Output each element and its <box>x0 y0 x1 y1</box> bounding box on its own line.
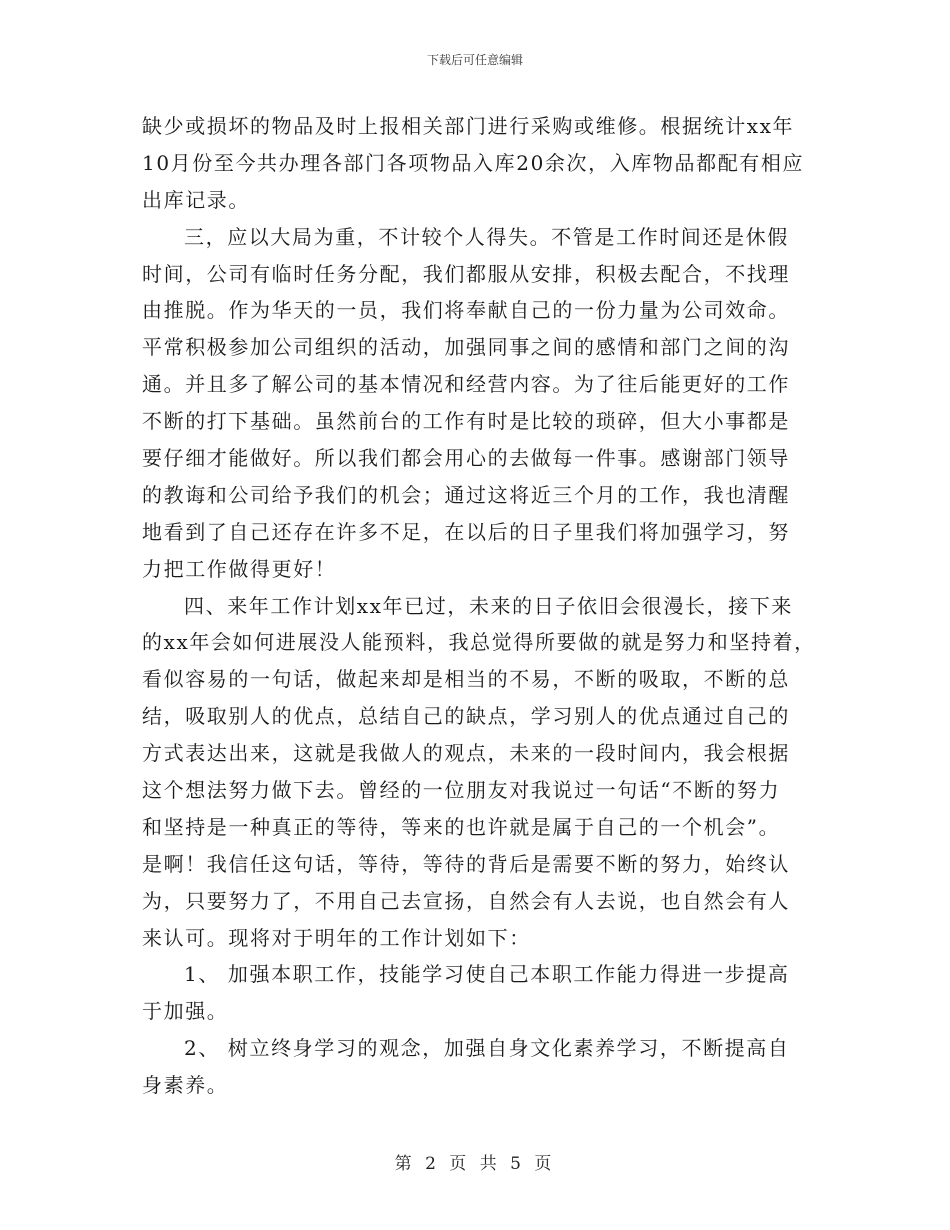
text-line: 时间，公司有临时任务分配，我们都服从安排，积极去配合，不找理 <box>142 261 790 286</box>
text-line: 方式表达出来，这就是我做人的观点，未来的一段时间内，我会根据 <box>142 741 790 766</box>
text-line: 来认可。现将对于明年的工作计划如下： <box>142 925 531 950</box>
text-line: 为，只要努力了，不用自己去宣扬，自然会有人去说，也自然会有人 <box>142 888 790 913</box>
paragraph-start-line: 三，应以大局为重，不计较个人得失。不管是工作时间还是休假 <box>184 224 789 249</box>
text-line: 不断的打下基础。虽然前台的工作有时是比较的琐碎，但大小事都是 <box>142 409 790 434</box>
page-number: 第 2 页 共 5 页 <box>394 1154 556 1174</box>
text-line: 缺少或损坏的物品及时上报相关部门进行采购或维修。根据统计xx年 <box>142 114 795 138</box>
text-line: 要仔细才能做好。所以我们都会用心的去做每一件事。感谢部门领导 <box>142 446 790 471</box>
text-line: 由推脱。作为华天的一员，我们将奉献自己的一份力量为公司效命。 <box>142 298 790 323</box>
text-line: 通。并且多了解公司的基本情况和经营内容。为了往后能更好的工作 <box>142 372 790 397</box>
text-line: 于加强。 <box>142 999 229 1024</box>
page-header: 下载后可任意编辑 <box>426 53 523 67</box>
text-line: 是啊！我信任这句话，等待，等待的背后是需要不断的努力，始终认 <box>142 851 790 876</box>
list-item-line: 1、 加强本职工作，技能学习使自己本职工作能力得进一步提高 <box>184 962 790 987</box>
list-item-line: 2、 树立终身学习的观念，加强自身文化素养学习，不断提高自 <box>184 1036 790 1061</box>
text-line: 身素养。 <box>142 1073 229 1098</box>
text-line: 结，吸取别人的优点，总结自己的缺点，学习别人的优点通过自己的 <box>142 704 790 729</box>
text-line: 平常积极参加公司组织的活动，加强同事之间的感情和部门之间的沟 <box>142 335 790 360</box>
text-line: 力把工作做得更好！ <box>142 556 337 581</box>
paragraph-start-line: 四、来年工作计划xx年已过，未来的日子依旧会很漫长，接下来 <box>184 593 793 618</box>
text-line: 的教诲和公司给予我们的机会；通过这将近三个月的工作，我也清醒 <box>142 482 790 507</box>
document-body <box>142 108 816 1104</box>
text-line: 的xx年会如何进展没人能预料，我总觉得所要做的就是努力和坚持着， <box>142 630 816 655</box>
text-line: 10月份至今共办理各部门各项物品入库20余次，入库物品都配有相应 <box>142 150 805 175</box>
text-line: 这个想法努力做下去。曾经的一位朋友对我说过一句话“不断的努力 <box>142 778 781 803</box>
text-line: 看似容易的一句话，做起来却是相当的不易，不断的吸取，不断的总 <box>142 667 790 692</box>
text-line: 地看到了自己还存在许多不足，在以后的日子里我们将加强学习，努 <box>142 519 790 544</box>
text-line: 和坚持是一种真正的等待，等来的也许就是属于自己的一个机会”。 <box>142 814 781 839</box>
text-line: 出库记录。 <box>142 187 250 212</box>
